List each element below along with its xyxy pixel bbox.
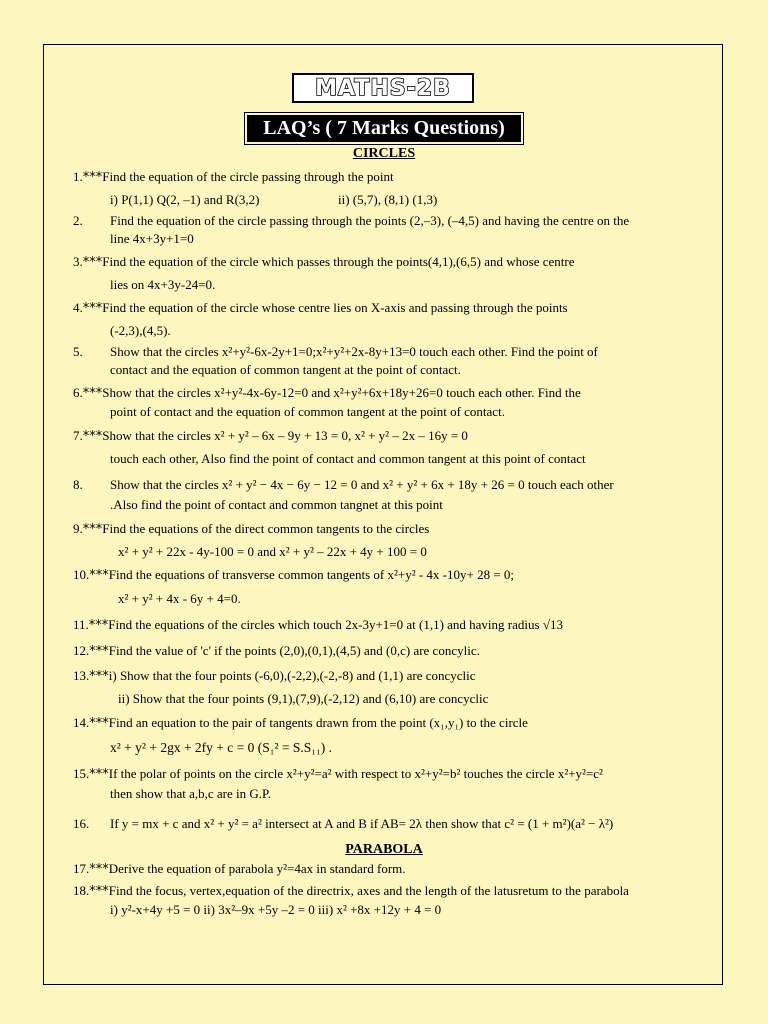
question-number: 7. — [73, 428, 83, 443]
question-9-line-2: x² + y² + 22x - 4y-100 = 0 and x² + y² – 22x + 4y + 100 = 0 — [118, 544, 427, 559]
question-18-line-2: i) y²-x+4y +5 = 0 ii) 3x²–9x +5y –2 = 0 iii) x² +8x +12y + 4 = 0 — [110, 902, 442, 917]
question-text: Find the focus, vertex,equation of the directrix, axes and the length of the latusretum to the parabola — [108, 883, 629, 898]
question-text: Find the equations of the direct common tangents to the circles — [102, 521, 430, 536]
question-16-line-1: If y = mx + c and x² + y² = a² intersect at A and B if AB= 2λ then show that c² = (1 + m²)(a² − λ²) — [110, 816, 614, 831]
important-stars: *** — [82, 301, 103, 316]
question-13 — [73, 668, 476, 685]
question-text: Show that the circles x²+y²-4x-6y-12=0 and x²+y²+6x+18y+26=0 touch each other. Find the — [102, 385, 581, 400]
title-box — [292, 73, 474, 103]
question-12 — [73, 643, 480, 660]
important-stars: *** — [89, 884, 109, 899]
important-stars: *** — [82, 386, 103, 401]
question-1 — [73, 169, 394, 186]
question-2-number: 2. — [73, 213, 83, 228]
question-number: 15. — [73, 766, 90, 781]
question-17 — [73, 861, 406, 878]
question-7-line-2: touch each other, Also find the point of contact and common tangent at this point of contact — [110, 451, 586, 466]
question-number: 11. — [73, 617, 89, 632]
question-number: 13. — [73, 668, 90, 683]
question-10 — [73, 567, 514, 584]
question-14-line-2: x² + y² + 2gx + 2fy + c = 0 (S₁² = S.S₁₁) . — [110, 740, 332, 755]
question-14 — [73, 715, 528, 732]
question-1-part-a: i) P(1,1) Q(2, –1) and R(3,2) — [110, 192, 260, 207]
question-1-part-b: ii) (5,7), (8,1) (1,3) — [338, 192, 438, 207]
question-number: 18. — [73, 883, 90, 898]
question-number: 12. — [73, 643, 90, 658]
important-stars: *** — [82, 429, 103, 444]
section-parabola: PARABOLA — [345, 842, 423, 857]
question-16-number: 16. — [73, 816, 90, 831]
question-text: If the polar of points on the circle x²+y²=a² with respect to x²+y²=b² touches the circle x²+y²=c² — [108, 766, 603, 781]
page-title: MATHS-2B — [315, 75, 451, 101]
question-11 — [73, 617, 563, 634]
question-18 — [73, 883, 629, 900]
question-5-number: 5. — [73, 344, 83, 359]
important-stars: *** — [82, 522, 103, 537]
question-15 — [73, 766, 603, 783]
question-number: 9. — [73, 521, 83, 536]
important-stars: *** — [89, 644, 109, 659]
section-circles: CIRCLES — [352, 146, 416, 161]
important-stars: *** — [89, 862, 109, 877]
important-stars: *** — [82, 255, 103, 270]
question-7 — [73, 428, 468, 445]
question-15-line-2: then show that a,b,c are in G.P. — [110, 786, 272, 801]
important-stars: *** — [82, 170, 103, 185]
question-text: Find the value of 'c' if the points (2,0),(0,1),(4,5) and (0,c) are concylic. — [108, 643, 480, 658]
question-3-line-2: lies on 4x+3y-24=0. — [110, 277, 216, 292]
question-text: i) Show that the four points (-6,0),(-2,2),(-2,-8) and (1,1) are concyclic — [108, 668, 476, 683]
question-13-line-2: ii) Show that the four points (9,1),(7,9),(-2,12) and (6,10) are concyclic — [118, 691, 489, 706]
question-2-line-2: line 4x+3y+1=0 — [110, 231, 194, 246]
question-text: Find the equation of the circle passing through the point — [102, 169, 394, 184]
question-text: Derive the equation of parabola y²=4ax in standard form. — [108, 861, 406, 876]
question-number: 1. — [73, 169, 83, 184]
question-number: 14. — [73, 715, 90, 730]
question-text: Find the equation of the circle which passes through the points(4,1),(6,5) and whose centre — [102, 254, 575, 269]
question-5-line-2: contact and the equation of common tangent at the point of contact. — [110, 362, 461, 377]
page-subtitle: LAQ’s ( 7 Marks Questions) — [247, 115, 521, 142]
question-6-line-2: point of contact and the equation of common tangent at the point of contact. — [110, 404, 505, 419]
question-10-line-2: x² + y² + 4x - 6y + 4=0. — [118, 591, 241, 606]
question-6 — [73, 385, 581, 402]
question-5-line-1: Show that the circles x²+y²-6x-2y+1=0;x²+y²+2x-8y+13=0 touch each other. Find the point of — [110, 344, 598, 359]
question-text: Find an equation to the pair of tangents drawn from the point (x₁,y₁) to the circle — [108, 715, 528, 730]
important-stars: *** — [88, 618, 109, 633]
important-stars: *** — [89, 568, 109, 583]
question-2-line-1: Find the equation of the circle passing through the points (2,–3), (–4,5) and having the centre on the — [110, 213, 630, 228]
important-stars: *** — [89, 669, 109, 684]
question-text: Find the equations of the circles which touch 2x-3y+1=0 at (1,1) and having radius √13 — [108, 617, 563, 632]
question-number: 10. — [73, 567, 90, 582]
question-8-line-2: .Also find the point of contact and common tangnet at this point — [110, 497, 443, 512]
question-number: 17. — [73, 861, 90, 876]
question-number: 3. — [73, 254, 83, 269]
question-text: Find the equation of the circle whose centre lies on X-axis and passing through the points — [102, 300, 568, 315]
question-number: 4. — [73, 300, 83, 315]
question-number: 6. — [73, 385, 83, 400]
question-text: Find the equations of transverse common tangents of x²+y² - 4x -10y+ 28 = 0; — [108, 567, 515, 582]
question-4 — [73, 300, 568, 317]
question-text: Show that the circles x² + y² – 6x – 9y + 13 = 0, x² + y² – 2x – 16y = 0 — [102, 428, 468, 443]
question-3 — [73, 254, 574, 271]
question-4-line-2: (-2,3),(4,5). — [110, 323, 171, 338]
important-stars: *** — [89, 767, 109, 782]
important-stars: *** — [89, 716, 109, 731]
question-8-line-1: Show that the circles x² + y² − 4x − 6y − 12 = 0 and x² + y² + 6x + 18y + 26 = 0 touch each other — [110, 477, 614, 492]
question-8-number: 8. — [73, 477, 83, 492]
question-9 — [73, 521, 429, 538]
